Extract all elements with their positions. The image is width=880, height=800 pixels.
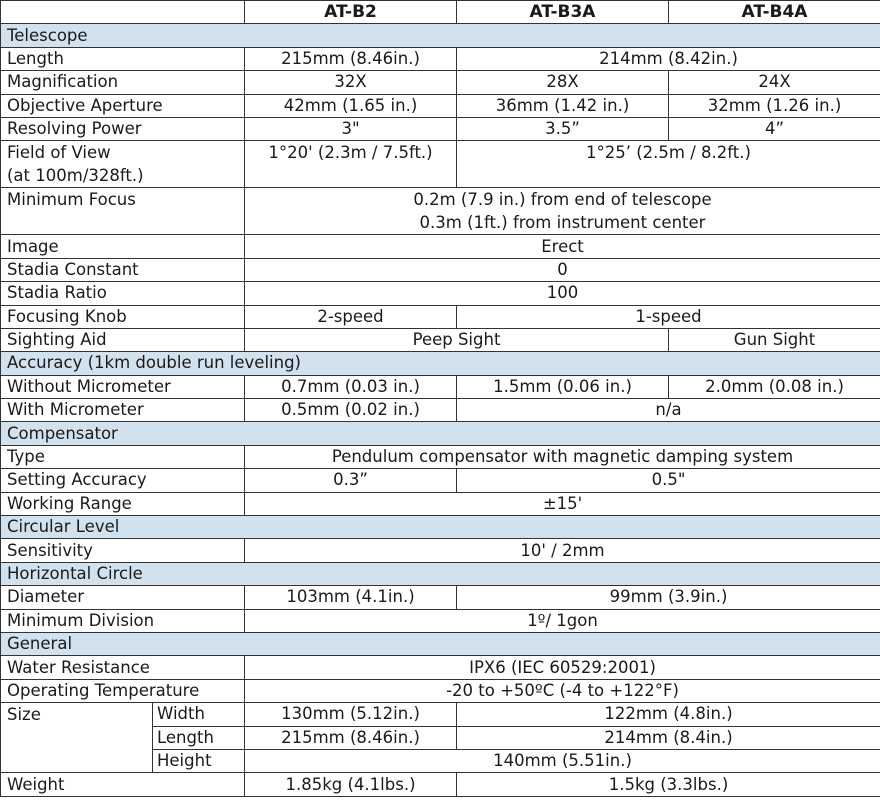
value-b3: 1.5mm (0.06 in.)	[457, 375, 669, 398]
row-objective-aperture	[1, 94, 880, 117]
value-b3-b4: 99mm (3.9in.)	[457, 586, 880, 609]
row-working-range	[1, 492, 880, 515]
row-minimum-division	[1, 609, 880, 632]
row-label: Type	[1, 445, 245, 468]
value-b3-b4: 0.5"	[457, 469, 880, 492]
row-minimum-focus	[1, 188, 880, 235]
value-b2: 3"	[245, 117, 457, 140]
row-image	[1, 235, 880, 258]
row-sensitivity	[1, 539, 880, 562]
value-b2: 0.3”	[245, 469, 457, 492]
row-water-resistance	[1, 656, 880, 679]
value-b3: 36mm (1.42 in.)	[457, 94, 669, 117]
row-sublabel: Length	[153, 726, 245, 749]
row-label-line-2: (at 100m/328ft.)	[7, 165, 144, 185]
row-label: Minimum Focus	[1, 188, 245, 235]
row-stadia-ratio	[1, 282, 880, 305]
value-all: 100	[245, 282, 880, 305]
value-all: -20 to +50ºC (-4 to +122°F)	[245, 679, 880, 702]
section-title: Telescope	[1, 24, 880, 47]
value-b3-b4: n/a	[457, 399, 880, 422]
row-with-micrometer	[1, 399, 880, 422]
row-label: Resolving Power	[1, 117, 245, 140]
value-all: Erect	[245, 235, 880, 258]
value-all: IPX6 (IEC 60529:2001)	[245, 656, 880, 679]
row-size-length	[1, 726, 880, 749]
model-header-at-b2: AT-B2	[245, 1, 457, 24]
value-b2: 42mm (1.65 in.)	[245, 94, 457, 117]
section-horizontal-circle	[1, 562, 880, 585]
value-line-1: 0.2m (7.9 in.) from end of telescope	[413, 190, 712, 210]
row-label: Weight	[1, 773, 245, 796]
value-b4: 2.0mm (0.08 in.)	[669, 375, 880, 398]
row-label: Sighting Aid	[1, 328, 245, 351]
section-circular-level	[1, 516, 880, 539]
value-line-2: 0.3m (1ft.) from instrument center	[419, 212, 706, 232]
value-b4: Gun Sight	[669, 328, 880, 351]
row-label: With Micrometer	[1, 399, 245, 422]
value-b2: 1.85kg (4.1lbs.)	[245, 773, 457, 796]
section-title: Horizontal Circle	[1, 562, 880, 585]
row-label: Sensitivity	[1, 539, 245, 562]
row-without-micrometer	[1, 375, 880, 398]
row-label: Focusing Knob	[1, 305, 245, 328]
value-b2-b3: Peep Sight	[245, 328, 669, 351]
value-b3-b4: 1-speed	[457, 305, 880, 328]
row-size-width	[1, 703, 880, 726]
value-b3-b4: 1°25’ (2.5m / 8.2ft.)	[457, 141, 880, 188]
row-label: Setting Accuracy	[1, 469, 245, 492]
row-label: Stadia Constant	[1, 258, 245, 281]
value-b4: 32mm (1.26 in.)	[669, 94, 880, 117]
size-label-spacer	[1, 726, 153, 749]
row-setting-accuracy	[1, 469, 880, 492]
row-sighting-aid	[1, 328, 880, 351]
row-label: Length	[1, 47, 245, 70]
section-compensator	[1, 422, 880, 445]
row-sublabel: Width	[153, 703, 245, 726]
value-b3-b4: 122mm (4.8in.)	[457, 703, 880, 726]
section-accuracy	[1, 352, 880, 375]
section-general	[1, 632, 880, 655]
value-b2: 1°20' (2.3m / 7.5ft.)	[245, 141, 457, 188]
value-all: 0	[245, 258, 880, 281]
row-length	[1, 47, 880, 70]
header-row	[1, 1, 880, 24]
row-label: Objective Aperture	[1, 94, 245, 117]
value-b3-b4: 214mm (8.42in.)	[457, 47, 880, 70]
row-label-line-1: Field of View	[7, 143, 111, 163]
value-b4: 24X	[669, 71, 880, 94]
row-stadia-constant	[1, 258, 880, 281]
row-label: Minimum Division	[1, 609, 245, 632]
value-all: 1º/ 1gon	[245, 609, 880, 632]
value-b2: 130mm (5.12in.)	[245, 703, 457, 726]
row-label: Image	[1, 235, 245, 258]
size-label-spacer	[1, 749, 153, 772]
row-weight	[1, 773, 880, 796]
value-b3: 3.5”	[457, 117, 669, 140]
value-all: ±15'	[245, 492, 880, 515]
section-title: Accuracy (1km double run leveling)	[1, 352, 880, 375]
row-magnification	[1, 71, 880, 94]
value-b4: 4”	[669, 117, 880, 140]
value-all	[245, 188, 880, 235]
row-label	[1, 141, 245, 188]
row-label: Operating Temperature	[1, 679, 245, 702]
row-label: Stadia Ratio	[1, 282, 245, 305]
value-b3-b4: 214mm (8.4in.)	[457, 726, 880, 749]
value-all: Pendulum compensator with magnetic damping system	[245, 445, 880, 468]
row-label: Water Resistance	[1, 656, 245, 679]
value-b3-b4: 1.5kg (3.3lbs.)	[457, 773, 880, 796]
section-title: Circular Level	[1, 516, 880, 539]
row-size-height	[1, 749, 880, 772]
value-b2: 0.5mm (0.02 in.)	[245, 399, 457, 422]
header-corner	[1, 1, 245, 24]
value-b2: 103mm (4.1in.)	[245, 586, 457, 609]
row-diameter	[1, 586, 880, 609]
row-operating-temperature	[1, 679, 880, 702]
section-telescope	[1, 24, 880, 47]
section-title: Compensator	[1, 422, 880, 445]
section-title: General	[1, 632, 880, 655]
value-b2: 0.7mm (0.03 in.)	[245, 375, 457, 398]
value-b2: 215mm (8.46in.)	[245, 726, 457, 749]
row-label: Magnification	[1, 71, 245, 94]
value-b2: 215mm (8.46in.)	[245, 47, 457, 70]
row-focusing-knob	[1, 305, 880, 328]
size-label: Size	[1, 703, 153, 726]
row-label: Diameter	[1, 586, 245, 609]
value-b2: 2-speed	[245, 305, 457, 328]
value-all: 10' / 2mm	[245, 539, 880, 562]
row-label: Without Micrometer	[1, 375, 245, 398]
row-label: Working Range	[1, 492, 245, 515]
row-field-of-view	[1, 141, 880, 188]
row-type	[1, 445, 880, 468]
row-resolving-power	[1, 117, 880, 140]
value-all: 140mm (5.51in.)	[245, 749, 880, 772]
model-header-at-b3a: AT-B3A	[457, 1, 669, 24]
row-sublabel: Height	[153, 749, 245, 772]
value-b2: 32X	[245, 71, 457, 94]
model-header-at-b4a: AT-B4A	[669, 1, 880, 24]
value-b3: 28X	[457, 71, 669, 94]
